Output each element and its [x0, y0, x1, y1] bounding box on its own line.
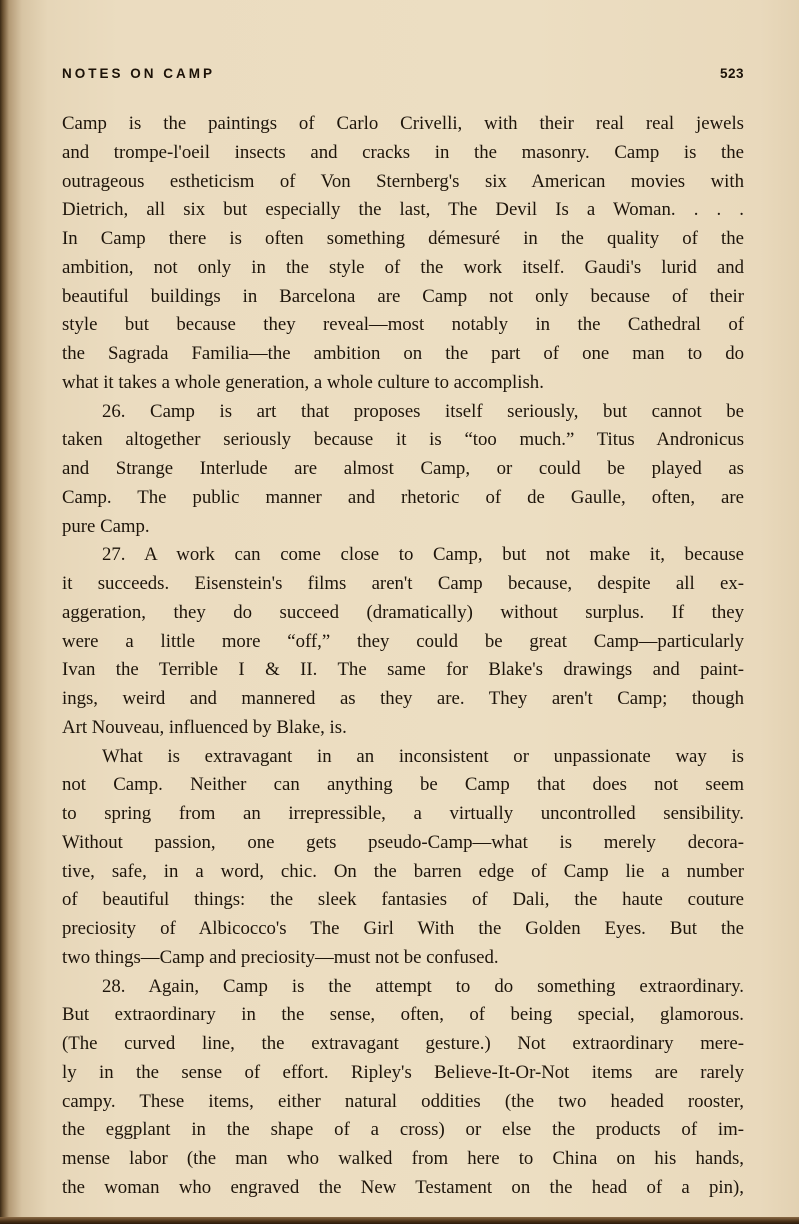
- text-line: to spring from an irrepressible, a virtually uncontrolled sensibility.: [62, 803, 744, 824]
- text-line: what it takes a whole generation, a whole culture to accomplish.: [62, 371, 544, 393]
- text-line: the woman who engraved the New Testament on the head of a pin),: [62, 1176, 744, 1198]
- text-line: outrageous estheticism of Von Sternberg's six American movies with: [62, 170, 744, 192]
- text-line: What is extravagant in an inconsistent or unpassionate way is: [102, 745, 744, 767]
- text-line: not Camp. Neither can anything be Camp that does not seem: [62, 774, 744, 796]
- text-line: In Camp there is often something démesuré in the quality of the: [62, 228, 744, 249]
- text-line: ings, weird and mannered as they are. They aren't Camp; though: [62, 688, 744, 709]
- text-line: style but because they reveal—most notably in the Cathedral of: [62, 314, 744, 336]
- text-line: pure Camp.: [62, 515, 150, 537]
- text-line: But extraordinary in the sense, often, of being special, glamorous.: [62, 1004, 744, 1026]
- text-line: tive, safe, in a word, chic. On the barren edge of Camp lie a number: [62, 860, 744, 882]
- body-text: [62, 110, 744, 1203]
- text-line: Art Nouveau, influenced by Blake, is.: [62, 716, 347, 738]
- text-line: Ivan the Terrible I & II. The same for Blake's drawings and paint-: [62, 659, 744, 681]
- text-line: the eggplant in the shape of a cross) or else the products of im-: [62, 1119, 744, 1141]
- text-line: of beautiful things: the sleek fantasies of Dali, the haute couture: [62, 889, 744, 911]
- text-line: and Strange Interlude are almost Camp, or could be played as: [62, 458, 744, 479]
- text-line: 27. A work can come close to Camp, but not make it, because: [102, 544, 744, 566]
- text-line: 26. Camp is art that proposes itself seriously, but cannot be: [102, 400, 744, 422]
- text-line: ly in the sense of effort. Ripley's Believe-It-Or-Not items are rarely: [62, 1061, 744, 1083]
- text-line: (The curved line, the extravagant gesture.) Not extraordinary mere-: [62, 1033, 744, 1054]
- text-line: Camp is the paintings of Carlo Crivelli, with their real real jewels: [62, 113, 744, 134]
- text-line: two things—Camp and preciosity—must not be confused.: [62, 946, 499, 968]
- text-line: ambition, not only in the style of the work itself. Gaudi's lurid and: [62, 256, 744, 278]
- text-line: Without passion, one gets pseudo-Camp—what is merely decora-: [62, 831, 744, 853]
- text-line: mense labor (the man who walked from here to China on his hands,: [62, 1148, 744, 1169]
- text-line: beautiful buildings in Barcelona are Camp not only because of their: [62, 285, 744, 307]
- text-line: aggeration, they do succeed (dramatically) without surplus. If they: [62, 601, 744, 623]
- running-head: [62, 66, 744, 86]
- text-line: Camp. The public manner and rhetoric of de Gaulle, often, are: [62, 486, 744, 508]
- running-head-title: NOTES ON CAMP: [62, 66, 216, 81]
- text-line: taken altogether seriously because it is “too much.” Titus Andronicus: [62, 429, 744, 451]
- text-line: campy. These items, either natural oddities (the two headed rooster,: [62, 1090, 744, 1112]
- page-number: 523: [719, 66, 744, 81]
- text-line: preciosity of Albicocco's The Girl With the Golden Eyes. But the: [62, 918, 744, 939]
- text-line: were a little more “off,” they could be great Camp—particularly: [62, 630, 744, 652]
- text-line: the Sagrada Familia—the ambition on the part of one man to do: [62, 343, 744, 364]
- text-line: 28. Again, Camp is the attempt to do something extraordinary.: [102, 975, 744, 997]
- text-line: Dietrich, all six but especially the last, The Devil Is a Woman. . . .: [62, 199, 744, 221]
- text-line: and trompe-l'oeil insects and cracks in the masonry. Camp is the: [62, 141, 744, 163]
- text-line: it succeeds. Eisenstein's films aren't Camp because, despite all ex-: [62, 573, 744, 594]
